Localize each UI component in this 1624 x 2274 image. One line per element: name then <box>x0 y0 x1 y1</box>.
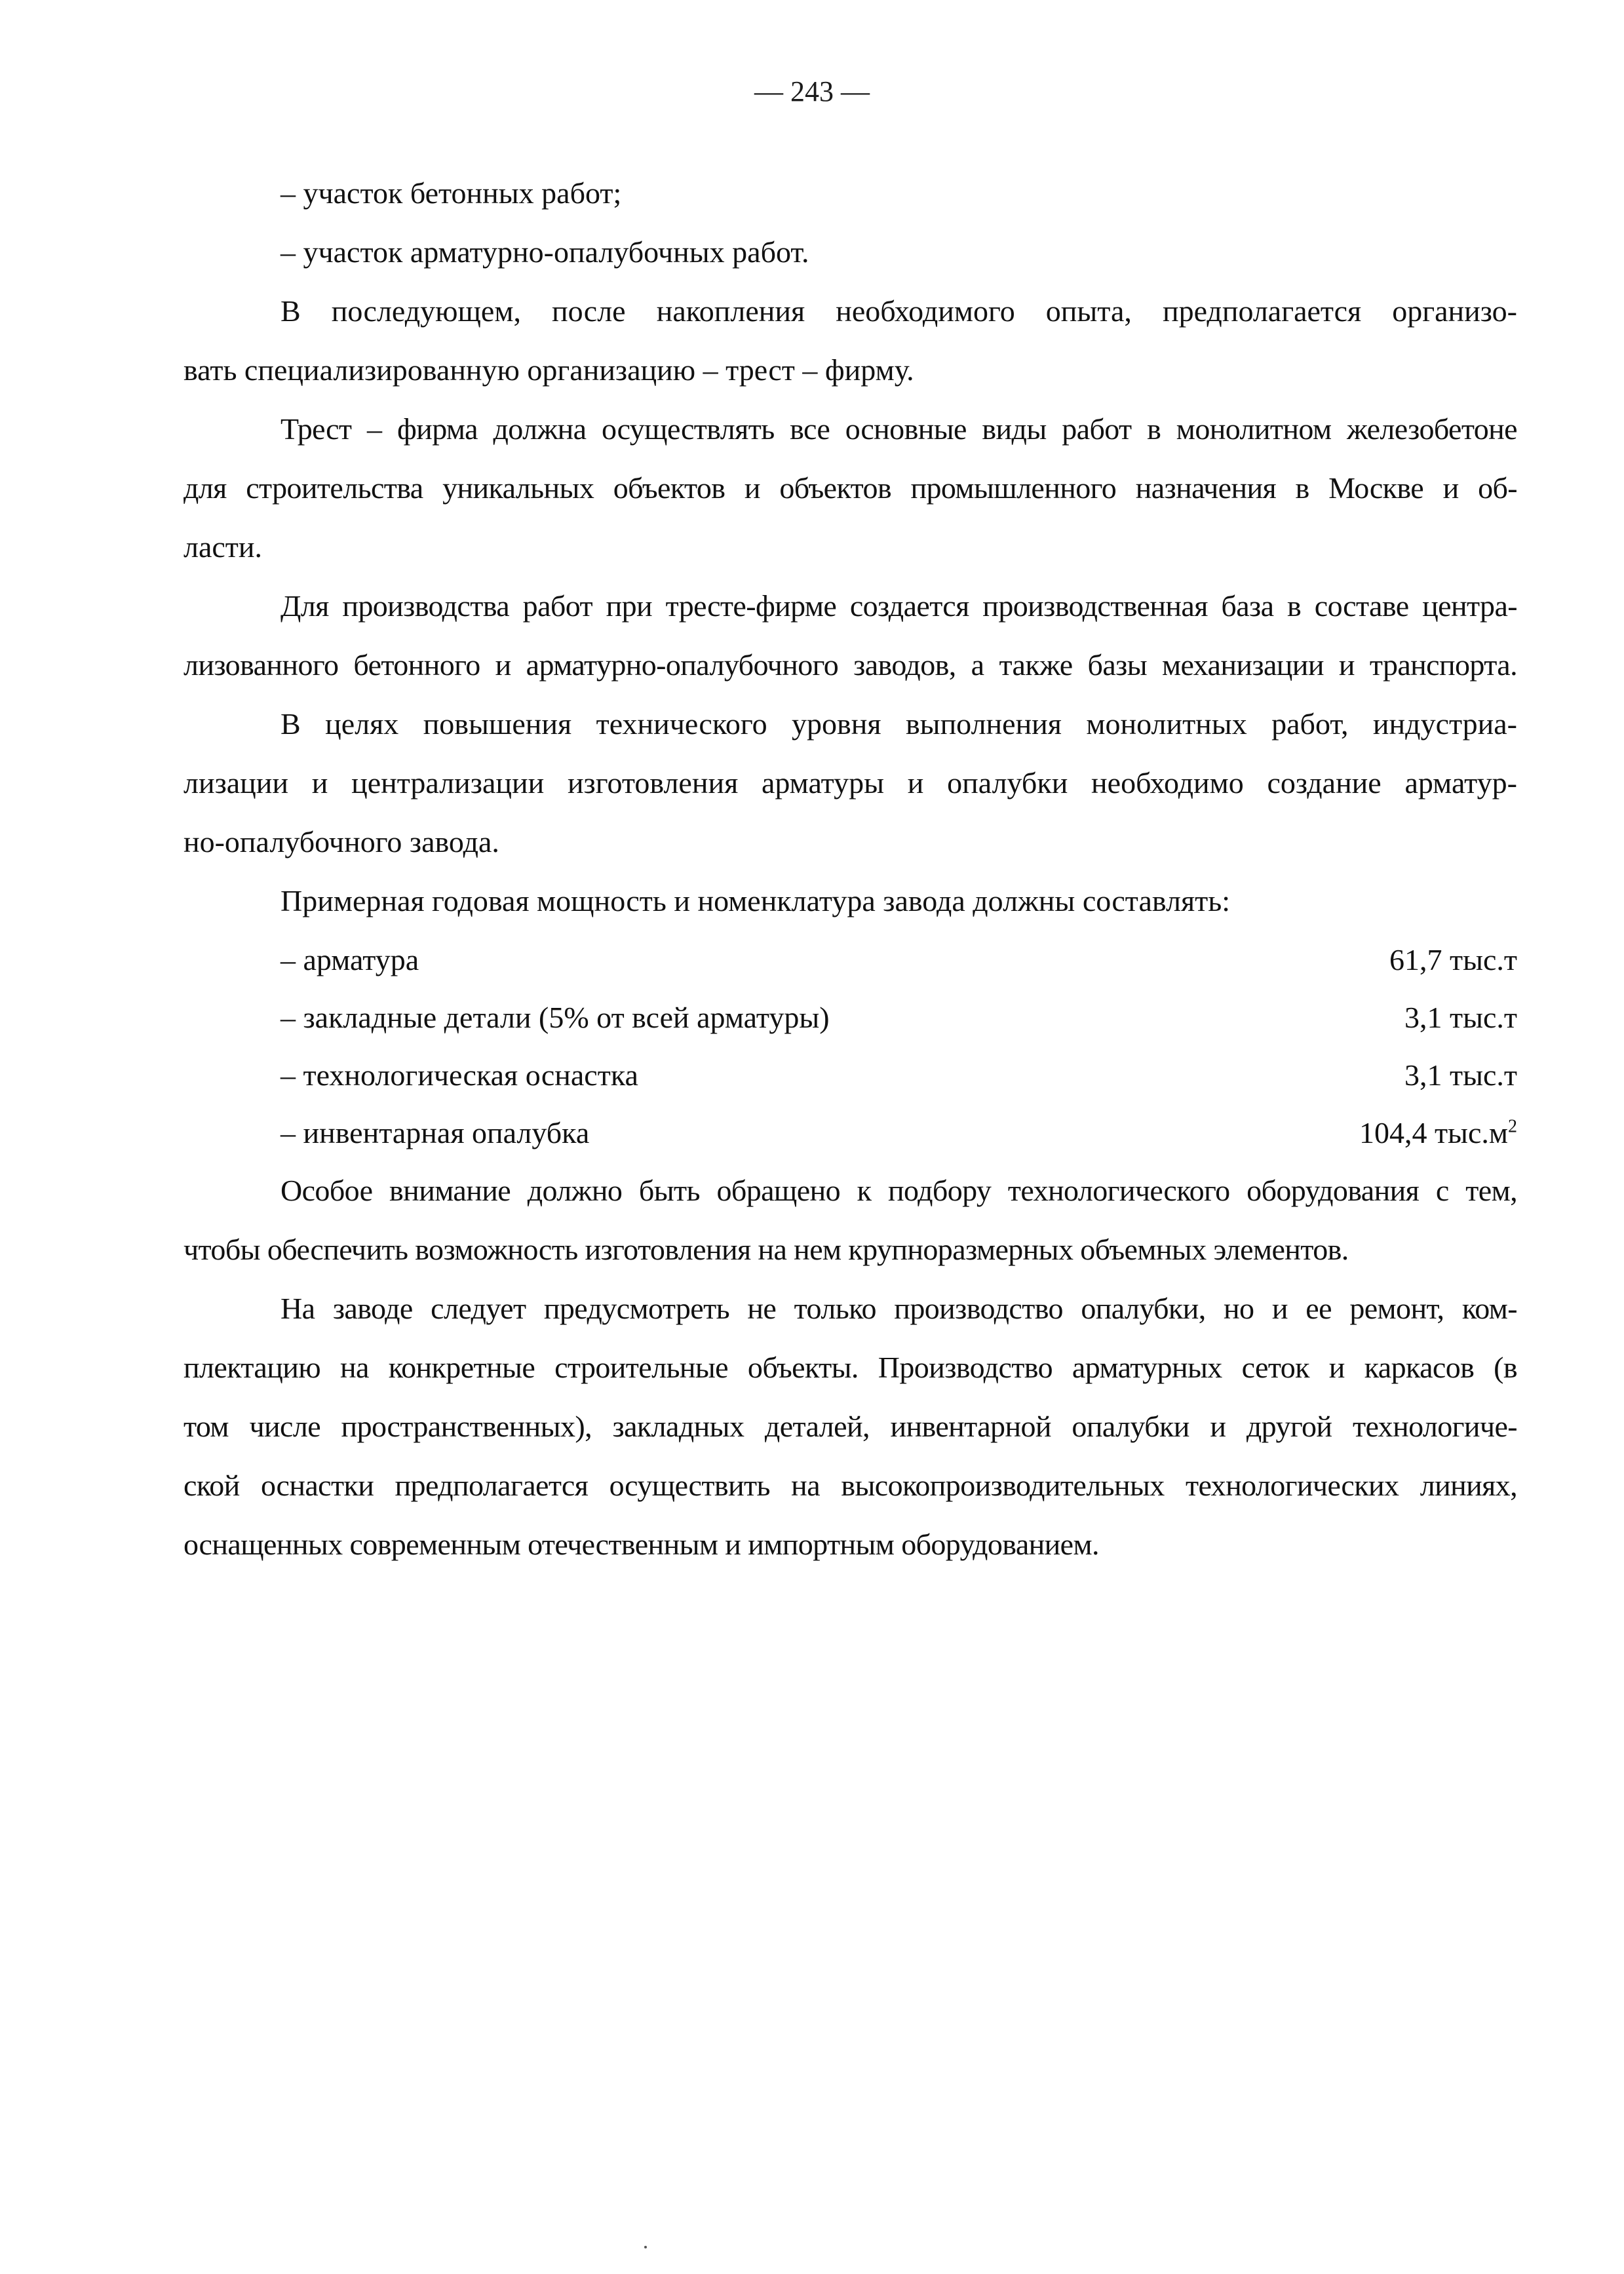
capacity-row <box>184 988 1517 1046</box>
paragraph-line: ской оснастки предполагается осуществить на высокопроизводительных технологических линиях, <box>184 1469 1517 1502</box>
capacity-label: – арматура <box>280 943 419 976</box>
paragraph-line: На заводе следует предусмотреть не только производство опалубки, но и ее ремонт, ком- <box>280 1292 1517 1325</box>
capacity-value: 61,7 тыс.т <box>1389 943 1517 976</box>
capacity-row <box>184 1104 1517 1161</box>
paragraph-line: вать специализированную организацию – трест – фирму. <box>184 353 914 387</box>
scan-speck <box>644 2246 647 2248</box>
paragraph-line: для строительства уникальных объектов и объектов промышленного назначения в Москве и об- <box>184 471 1517 505</box>
paragraph-line: Примерная годовая мощность и номенклатура завода должны составлять: <box>280 884 1230 917</box>
capacity-label: – инвентарная опалубка <box>280 1116 590 1149</box>
paragraph-line: лизованного бетонного и арматурно-опалубочного заводов, а также базы механизации и транспорта. <box>184 648 1517 682</box>
capacity-label: – закладные детали (5% от всей арматуры) <box>280 1001 830 1034</box>
paragraph-line: Особое внимание должно быть обращено к подбору технологического оборудования с тем, <box>280 1174 1517 1207</box>
capacity-value: 104,4 $тыс.м^2$ <box>1359 1116 1517 1149</box>
capacity-value: 3,1 тыс.т <box>1404 1001 1517 1034</box>
paragraph-line: Для производства работ при тресте-фирме создается производственная база в составе центра- <box>280 589 1517 623</box>
capacity-row <box>184 931 1517 988</box>
list-item: – участок арматурно-опалубочных работ. <box>280 235 809 269</box>
capacity-value: 3,1 тыс.т <box>1404 1058 1517 1092</box>
paragraph-line: Трест – фирма должна осуществлять все основные виды работ в монолитном железобетоне <box>280 412 1517 446</box>
paragraph-line: лизации и централизации изготовления арматуры и опалубки необходимо создание арматур- <box>184 766 1517 800</box>
paragraph-line: оснащенных современным отечественным и импортным оборудованием. <box>184 1528 1099 1561</box>
paragraph-line: В последующем, после накопления необходимого опыта, предполагается организо- <box>280 294 1517 328</box>
paragraph-line: том числе пространственных), закладных деталей, инвентарной опалубки и другой технологиче- <box>184 1410 1517 1443</box>
paragraph-line: чтобы обеспечить возможность изготовления на нем крупноразмерных объемных элементов. <box>184 1233 1349 1266</box>
body-text <box>184 164 1517 1574</box>
paragraph-line: ласти. <box>184 530 263 564</box>
capacity-row <box>184 1046 1517 1104</box>
paragraph-line: плектацию на конкретные строительные объекты. Производство арматурных сеток и каркасов (в <box>184 1351 1517 1384</box>
paragraph-line: но-опалубочного завода. <box>184 825 499 858</box>
page-number: — 243 — <box>754 75 870 107</box>
capacity-label: – технологическая оснастка <box>280 1058 638 1092</box>
paragraph-line: В целях повышения технического уровня выполнения монолитных работ, индустриа- <box>280 707 1517 741</box>
list-item: – участок бетонных работ; <box>280 176 622 210</box>
